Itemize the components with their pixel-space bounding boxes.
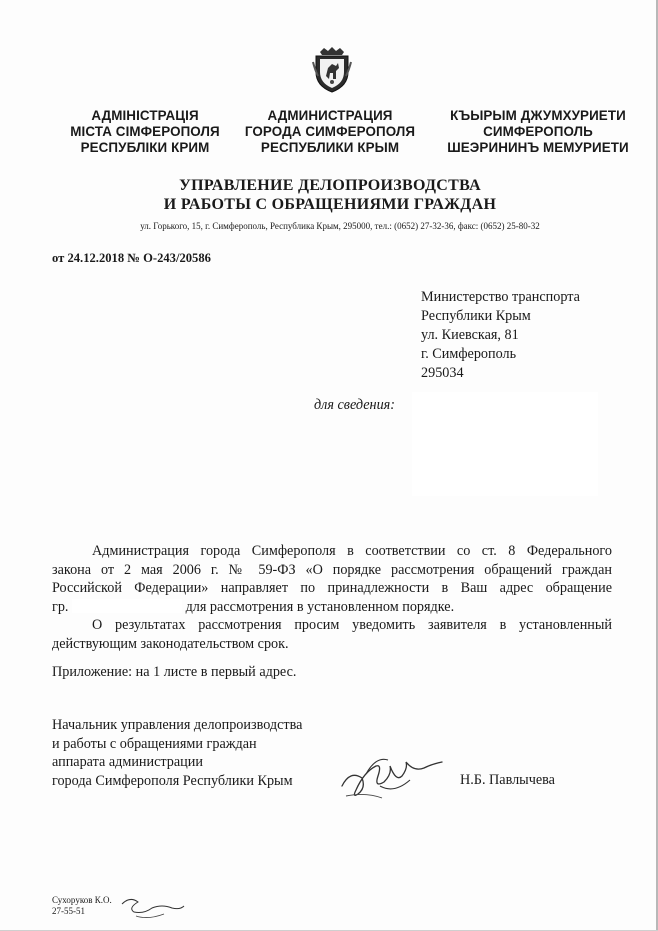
department-address: ул. Горького, 15, г. Симферополь, Республика Крым, 295000, тел.: (0652) 27-32-36, факс: (0652) 25-80-32	[140, 221, 540, 231]
signatory-name: Н.Б. Павлычева	[460, 772, 555, 788]
recipient-line: Республики Крым	[421, 308, 531, 324]
recipient-block	[421, 288, 580, 383]
executor-signature	[118, 894, 188, 924]
letter-body	[52, 542, 612, 653]
registration-number: от 24.12.2018 № О-243/20586	[52, 251, 211, 265]
cc-label: для сведения:	[314, 397, 396, 413]
recipient-line: ул. Киевская, 81	[421, 327, 519, 343]
recipient-line: 295034	[421, 365, 464, 381]
recipient-line: г. Симферополь	[421, 346, 517, 362]
recipient-line: Министерство транспорта	[421, 289, 580, 305]
redacted-area	[412, 392, 598, 496]
crimea-coat-of-arms-icon	[312, 46, 352, 94]
org-name-crimean-tatar: КЪЫРЫМ ДЖУМХУРИЕТИ СИМФЕРОПОЛЬ ШЕЭРИНИНЪ МЕМУРИЕТИ	[447, 108, 629, 155]
handwritten-signature	[336, 752, 448, 804]
body-paragraph-1: Администрация города Симферополя в соответствии со ст. 8 Федерального закона от 2 мая 2006 г. № 59-ФЗ «О порядке рассмотрения обращений граждан Российской Федерации» направляет по принадлежности в Ваш адрес обращение гр. для рассмотрения в установленном порядке.	[52, 543, 612, 615]
body-paragraph-2: О результатах рассмотрения просим уведомить заявителя в установленный действующим законодательством срок.	[52, 617, 612, 652]
signatory-title: Начальник управления делопроизводства и работы с обращениями граждан аппарата администрации города Симферополя Республики Крым	[52, 717, 303, 789]
attachment-note: Приложение: на 1 листе в первый адрес.	[52, 664, 297, 680]
redacted-name	[72, 599, 182, 613]
executor-info: Сухоруков К.О. 27-55-51	[52, 895, 112, 916]
org-name-russian: АДМИНИСТРАЦИЯ ГОРОДА СИМФЕРОПОЛЯ РЕСПУБЛИКИ КРЫМ	[244, 108, 416, 155]
department-title: УПРАВЛЕНИЕ ДЕЛОПРОИЗВОДСТВА И РАБОТЫ С ОБРАЩЕНИЯМИ ГРАЖДАН	[163, 177, 497, 213]
org-name-ukrainian: АДМІНІСТРАЦІЯ МІСТА СІМФЕРОПОЛЯ РЕСПУБЛІКИ КРИМ	[70, 108, 220, 155]
